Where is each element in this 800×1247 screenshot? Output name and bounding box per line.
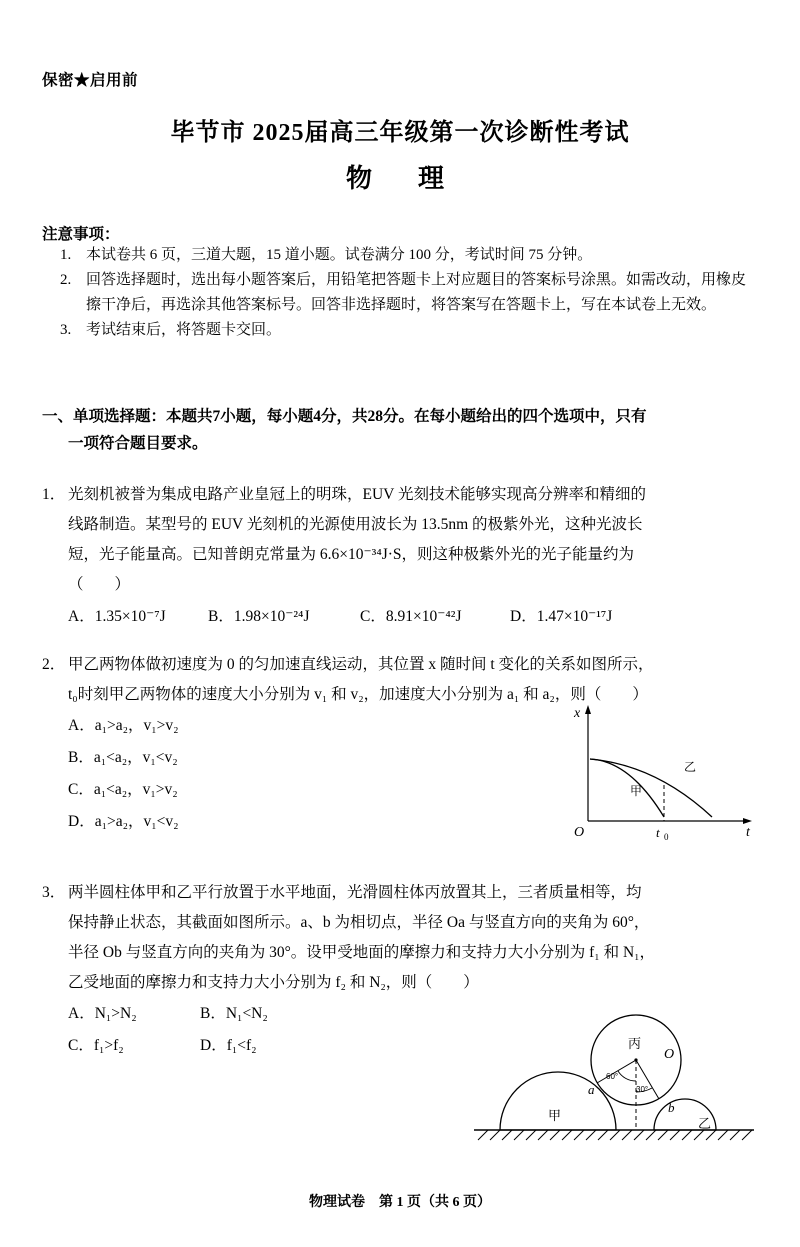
option-b[interactable] [208,602,360,632]
option-a[interactable] [68,998,200,1030]
option-a-label: A． [68,608,95,625]
svg-text:O: O [664,1047,675,1062]
option-d[interactable] [510,602,612,632]
question-1-stem-line: （ ） [68,576,131,593]
option-c[interactable] [68,1030,200,1062]
option-a-value: a₁>a₂，v₁>v₂ [94,717,179,734]
question-3-stem-line: 半径 Ob 与竖直方向的夹角为 30°。设甲受地面的摩擦力和支持力大小分别为 f₁ 和 N₁， [68,944,656,961]
question-3-stem-line: 保持静止状态，其截面如图所示。a、b 为相切点，半径 Oa 与竖直方向的夹角为 60°， [68,914,650,931]
question-1 [42,480,758,632]
question-3-number: 3． [42,884,66,901]
svg-text:O: O [574,825,585,840]
question-1-number: 1． [42,486,66,503]
secret-mark: 保密★启用前 [42,72,139,89]
svg-text:乙: 乙 [698,1116,712,1131]
question-3-figure [468,1012,760,1154]
option-c[interactable] [360,602,510,632]
question-1-stem-line: 光刻机被誉为集成电路产业皇冠上的明珠，EUV 光刻技术能够实现高分辨率和精细的 [68,486,646,503]
section-heading-line1: 一、单项选择题：本题共7小题，每小题4分，共28分。在每小题给出的四个选项中，只有 [42,408,647,425]
svg-text:30°: 30° [636,1085,649,1094]
option-d-label: D． [68,813,95,830]
notice-list [60,243,760,343]
option-a-label: A． [68,717,95,734]
option-c-value: 8.91×10⁻⁴²J [385,608,462,625]
svg-text:a: a [588,1082,595,1097]
option-b-value: 1.98×10⁻²⁴J [233,608,310,625]
option-d-value: f₁<f₂ [226,1037,257,1054]
option-c-label: C． [360,608,386,625]
svg-text:甲: 甲 [548,1108,562,1123]
notice-item-text: 考试结束后，将答题卡交回。 [86,322,282,338]
notice-item-number: 3. [60,322,72,338]
notice-item-text: 本试卷共 6 页，三道大题，15 道小题。试卷满分 100 分，考试时间 75 分钟。 [86,247,593,263]
question-3-stem-line: 乙受地面的摩擦力和支持力大小分别为 f₂ 和 N₂，则（ ） [68,974,479,991]
svg-text:甲: 甲 [630,784,643,798]
svg-text:x: x [574,706,581,721]
option-b-label: B． [68,749,94,766]
svg-text:t: t [746,825,750,840]
option-c-value: f₁>f₂ [93,1037,124,1054]
notice-item [60,268,760,318]
svg-text:丙: 丙 [628,1036,642,1051]
question-2-stem [68,650,758,710]
option-c-label: C． [68,1037,94,1054]
option-b-label: B． [200,1005,226,1022]
option-a-value: 1.35×10⁻⁷J [94,608,166,625]
notice-item-text: 回答选择题时，选出每小题答案后，用铅笔把答题卡上对应题目的答案标号涂黑。如需改动，用橡皮擦干净后，再选涂其他答案标号。回答非选择题时，将答案写在答题卡上，写在本试卷上无效。 [86,272,747,313]
question-2-stem-line: 甲乙两物体做初速度为 0 的匀加速直线运动，其位置 x 随时间 t 变化的关系如图所示， [68,656,654,673]
question-1-stem [68,480,758,600]
option-a-label: A． [68,1005,95,1022]
option-d-label: D． [510,608,537,625]
option-d-value: 1.47×10⁻¹⁷J [536,608,613,625]
notice-item [60,318,760,343]
question-2-figure [560,703,760,843]
question-3-stem-line: 两半圆柱体甲和乙平行放置于水平地面，光滑圆柱体丙放置其上，三者质量相等，均 [68,884,642,901]
page-footer: 物理试卷 第 1 页（共 6 页） [309,1195,491,1210]
subject-title: 物 理 [345,164,454,193]
option-b-value: N₁<N₂ [225,1005,268,1022]
option-c-label: C． [68,781,94,798]
question-3-stem [68,878,758,998]
option-a-value: N₁>N₂ [94,1005,137,1022]
option-d-value: a₁>a₂，v₁<v₂ [94,813,179,830]
svg-text:t: t [656,825,660,840]
question-1-stem-line: 短，光子能量高。已知普朗克常量为 6.6×10⁻³⁴J·S，则这种极紫外光的光子能量约为 [68,546,635,563]
option-c-value: a₁<a₂，v₁>v₂ [93,781,178,798]
option-a[interactable] [68,602,208,632]
notice-heading: 注意事项： [42,226,120,243]
section-heading-line2: 一项符合题目要求。 [68,435,208,452]
option-b[interactable] [200,998,268,1030]
notice-item [60,243,760,268]
option-b-value: a₁<a₂，v₁<v₂ [93,749,178,766]
option-b-label: B． [208,608,234,625]
question-2-number: 2． [42,656,66,673]
svg-text:乙: 乙 [684,760,697,774]
svg-text:b: b [668,1100,675,1115]
option-d[interactable] [200,1030,257,1062]
notice-item-number: 1. [60,247,72,263]
section-heading [42,403,758,457]
svg-text:60°: 60° [606,1072,619,1081]
question-1-options [68,602,758,632]
option-d-label: D． [200,1037,227,1054]
question-1-stem-line: 线路制造。某型号的 EUV 光刻机的光源使用波长为 13.5nm 的极紫外光，这种光波长 [68,516,643,533]
page-title: 毕节市 2025届高三年级第一次诊断性考试 [170,120,630,146]
notice-item-number: 2. [60,272,72,288]
svg-text:0: 0 [664,832,669,842]
question-2-stem-line: t₀时刻甲乙两物体的速度大小分别为 v₁ 和 v₂，加速度大小分别为 a₁ 和 a₂，则（ ） [68,686,648,703]
